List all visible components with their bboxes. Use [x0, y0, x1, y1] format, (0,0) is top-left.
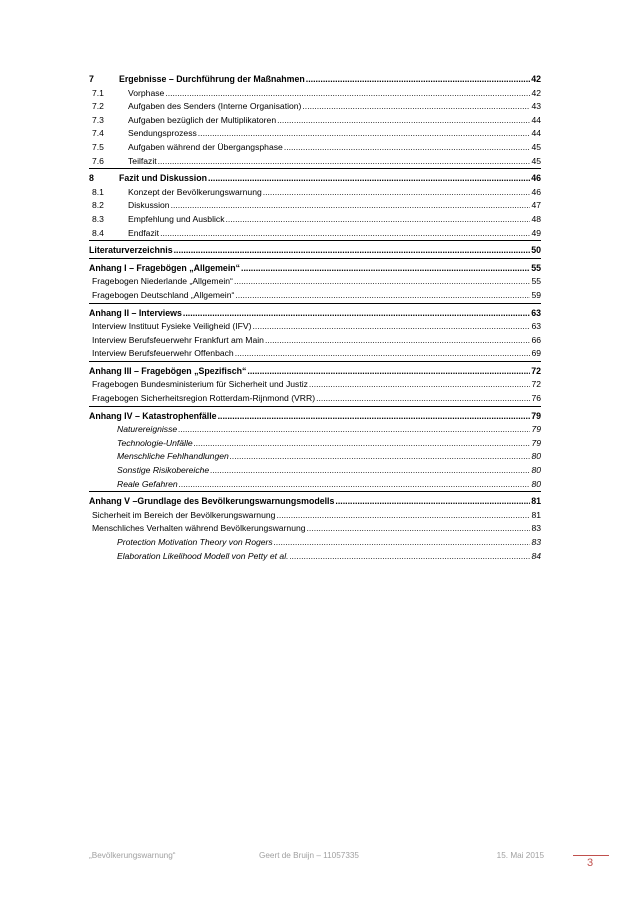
toc-entry-page: 72: [531, 379, 541, 390]
toc-entry-page: 46: [531, 173, 541, 184]
toc-entry-title: Interview Berufsfeuerwehr Offenbach: [92, 348, 234, 359]
toc-entry-page: 42: [531, 74, 541, 84]
toc-dot-leader: [210, 464, 530, 478]
toc-entry[interactable]: [89, 522, 541, 536]
toc-entry-title: Interview Instituut Fysieke Veiligheid (IFV): [92, 321, 252, 332]
toc-dot-leader: [194, 437, 531, 451]
toc-entry-title: Anhang IV – Katastrophenfälle: [89, 410, 217, 421]
toc-entry-page: 44: [531, 114, 541, 125]
toc-entry-title: Fragebogen Deutschland „Allgemein“: [92, 289, 235, 300]
toc-entry-title: Konzept der Bevölkerungswarnung: [128, 186, 262, 197]
toc-entry[interactable]: [89, 127, 541, 141]
toc-dot-leader: [235, 347, 531, 361]
table-of-contents: [89, 73, 541, 563]
toc-dot-leader: [174, 244, 531, 258]
toc-dot-leader: [316, 392, 530, 406]
toc-heading-entry[interactable]: [89, 495, 541, 509]
toc-entry-title: Fragebogen Bundesministerium für Sicherheit und Justiz: [92, 379, 308, 390]
toc-dot-leader: [290, 550, 531, 564]
toc-dot-leader: [160, 227, 530, 241]
toc-dot-leader: [274, 536, 531, 550]
toc-dot-leader: [179, 478, 531, 492]
toc-entry[interactable]: [89, 450, 541, 464]
section-divider: [89, 303, 541, 304]
toc-entry-title: Anhang III – Fragebögen „Spezifisch“: [89, 365, 247, 376]
footer-author: Geert de Bruijn – 11057335: [259, 851, 359, 860]
toc-entry-page: 63: [531, 307, 541, 318]
toc-entry-page: 49: [531, 227, 541, 238]
toc-heading-entry[interactable]: [89, 172, 541, 186]
toc-entry[interactable]: [89, 509, 541, 523]
toc-entry[interactable]: [89, 100, 541, 114]
toc-entry-number: 7.4: [92, 128, 104, 139]
toc-entry-title: Aufgaben des Senders (Interne Organisation): [128, 101, 302, 112]
toc-entry-page: 81: [531, 496, 541, 507]
toc-dot-leader: [183, 307, 530, 321]
toc-entry-number: 8.3: [92, 213, 104, 224]
toc-entry-page: 79: [531, 424, 541, 435]
toc-entry-page: 66: [531, 334, 541, 345]
toc-dot-leader: [230, 450, 531, 464]
toc-entry-page: 80: [531, 465, 541, 476]
toc-entry-title: Sicherheit im Bereich der Bevölkerungswarnung: [92, 509, 276, 520]
toc-entry[interactable]: [89, 478, 541, 492]
toc-entry-title: Anhang V –Grundlage des Bevölkerungswarnungsmodells: [89, 496, 335, 507]
toc-dot-leader: [178, 423, 530, 437]
toc-entry-page: 69: [531, 348, 541, 359]
toc-entry-page: 76: [531, 393, 541, 404]
toc-dot-leader: [302, 100, 530, 114]
toc-entry-page: 45: [531, 155, 541, 166]
section-divider: [89, 361, 541, 362]
toc-entry[interactable]: [89, 437, 541, 451]
toc-entry[interactable]: [89, 199, 541, 213]
toc-entry-page: 44: [531, 128, 541, 139]
toc-dot-leader: [309, 378, 531, 392]
toc-entry[interactable]: [89, 227, 541, 241]
toc-entry-number: 8: [89, 173, 94, 184]
toc-dot-leader: [265, 334, 530, 348]
toc-entry-number: 7: [89, 74, 94, 84]
toc-dot-leader: [241, 262, 530, 276]
toc-entry-title: Endfazit: [128, 227, 160, 238]
footer-document-title: „Bevölkerungswarnung“: [89, 851, 176, 860]
section-divider: [89, 406, 541, 407]
toc-heading-entry[interactable]: [89, 262, 541, 276]
toc-entry-page: 81: [531, 509, 541, 520]
toc-entry-title: Menschliches Verhalten während Bevölkerungswarnung: [92, 523, 306, 534]
toc-entry-title: Sendungsprozess: [128, 128, 197, 139]
toc-entry-title: Protection Motivation Theory von Rogers: [117, 537, 273, 547]
toc-entry-number: 8.2: [92, 200, 104, 211]
toc-dot-leader: [276, 509, 530, 523]
toc-entry[interactable]: [89, 87, 541, 101]
toc-entry-title: Technologie-Unfälle: [117, 437, 193, 448]
toc-entry-title: Interview Berufsfeuerwehr Frankfurt am Main: [92, 334, 264, 345]
toc-dot-leader: [165, 87, 530, 101]
toc-entry-page: 43: [531, 101, 541, 112]
footer-date: 15. Mai 2015: [496, 851, 544, 860]
toc-entry-page: 79: [531, 437, 541, 448]
toc-dot-leader: [234, 275, 531, 289]
toc-entry[interactable]: [89, 186, 541, 200]
section-divider: [89, 168, 541, 169]
toc-entry-title: Menschliche Fehlhandlungen: [117, 451, 229, 462]
toc-entry-page: 79: [531, 410, 541, 421]
toc-heading-entry[interactable]: [89, 73, 541, 87]
toc-entry-title: Anhang II – Interviews: [89, 307, 182, 318]
toc-entry-title: Teilfazit: [128, 155, 157, 166]
toc-entry[interactable]: [89, 213, 541, 227]
page-number: 3: [587, 857, 594, 869]
toc-dot-leader: [253, 320, 531, 334]
toc-dot-leader: [235, 289, 530, 303]
toc-entry[interactable]: [89, 320, 541, 334]
toc-entry-page: 55: [531, 276, 541, 287]
toc-dot-leader: [171, 199, 531, 213]
toc-entry[interactable]: [89, 378, 541, 392]
toc-dot-leader: [284, 141, 531, 155]
toc-entry-page: 83: [531, 537, 541, 547]
toc-dot-leader: [208, 172, 530, 186]
toc-heading-entry[interactable]: [89, 307, 541, 321]
toc-entry-page: 80: [531, 451, 541, 462]
toc-dot-leader: [218, 410, 531, 424]
toc-entry-page: 55: [531, 262, 541, 273]
toc-entry-number: 7.5: [92, 141, 104, 152]
toc-entry[interactable]: [89, 114, 541, 128]
toc-entry-title: Diskussion: [128, 200, 170, 211]
toc-dot-leader: [335, 495, 530, 509]
toc-entry-page: 47: [531, 200, 541, 211]
toc-dot-leader: [198, 127, 531, 141]
toc-entry-title: Empfehlung und Ausblick: [128, 213, 225, 224]
toc-entry-number: 7.3: [92, 114, 104, 125]
toc-heading-entry[interactable]: [89, 244, 541, 258]
toc-entry-page: 63: [531, 321, 541, 332]
toc-entry-title: Literaturverzeichnis: [89, 245, 173, 256]
toc-entry-page: 46: [531, 186, 541, 197]
toc-entry[interactable]: [89, 464, 541, 478]
toc-entry[interactable]: [89, 536, 541, 550]
toc-entry[interactable]: [89, 141, 541, 155]
toc-dot-leader: [307, 522, 531, 536]
toc-entry[interactable]: [89, 275, 541, 289]
toc-entry-title: Aufgaben während der Übergangsphase: [128, 141, 283, 152]
section-divider: [89, 240, 541, 241]
toc-entry-page: 83: [531, 523, 541, 534]
toc-entry-number: 8.4: [92, 227, 104, 238]
toc-entry-title: Reale Gefahren: [117, 478, 178, 489]
toc-entry-number: 7.2: [92, 101, 104, 112]
section-divider: [89, 258, 541, 259]
toc-entry[interactable]: [89, 550, 541, 564]
toc-entry-title: Naturereignisse: [117, 424, 178, 435]
toc-heading-entry[interactable]: [89, 410, 541, 424]
toc-entry-title: Aufgaben bezüglich der Multiplikatoren: [128, 114, 277, 125]
toc-entry-title: Elaboration Likelihood Modell von Petty et al.: [117, 550, 289, 561]
toc-entry-page: 59: [531, 289, 541, 300]
toc-dot-leader: [263, 186, 531, 200]
toc-dot-leader: [247, 365, 530, 379]
toc-entry-title: Fazit und Diskussion: [119, 173, 207, 184]
toc-entry-title: Anhang I – Fragebögen „Allgemein“: [89, 262, 241, 273]
toc-entry-number: 8.1: [92, 186, 104, 197]
page-number-rule: [573, 855, 609, 856]
toc-heading-entry[interactable]: [89, 365, 541, 379]
toc-entry[interactable]: [89, 423, 541, 437]
toc-entry-page: 84: [531, 550, 541, 561]
toc-entry[interactable]: [89, 347, 541, 361]
toc-entry[interactable]: [89, 155, 541, 169]
toc-entry-page: 80: [531, 478, 541, 489]
toc-dot-leader: [226, 213, 531, 227]
section-divider: [89, 491, 541, 492]
toc-entry-number: 7.1: [92, 87, 104, 98]
toc-entry-title: Fragebogen Sicherheitsregion Rotterdam-Rijnmond (VRR): [92, 393, 316, 404]
toc-entry-title: Sonstige Risikobereiche: [117, 465, 210, 476]
toc-entry-page: 72: [531, 365, 541, 376]
toc-entry-page: 50: [531, 245, 541, 256]
toc-entry-page: 45: [531, 141, 541, 152]
toc-entry-number: 7.6: [92, 155, 104, 166]
toc-entry[interactable]: [89, 392, 541, 406]
toc-entry[interactable]: [89, 334, 541, 348]
toc-entry-page: 42: [531, 87, 541, 98]
toc-dot-leader: [306, 73, 530, 87]
toc-entry[interactable]: [89, 289, 541, 303]
toc-entry-title: Fragebogen Niederlande „Allgemein“: [92, 276, 233, 287]
toc-entry-title: Ergebnisse – Durchführung der Maßnahmen: [119, 74, 305, 84]
toc-entry-page: 48: [531, 213, 541, 224]
toc-dot-leader: [158, 155, 531, 169]
toc-dot-leader: [277, 114, 530, 128]
toc-entry-title: Vorphase: [128, 87, 165, 98]
